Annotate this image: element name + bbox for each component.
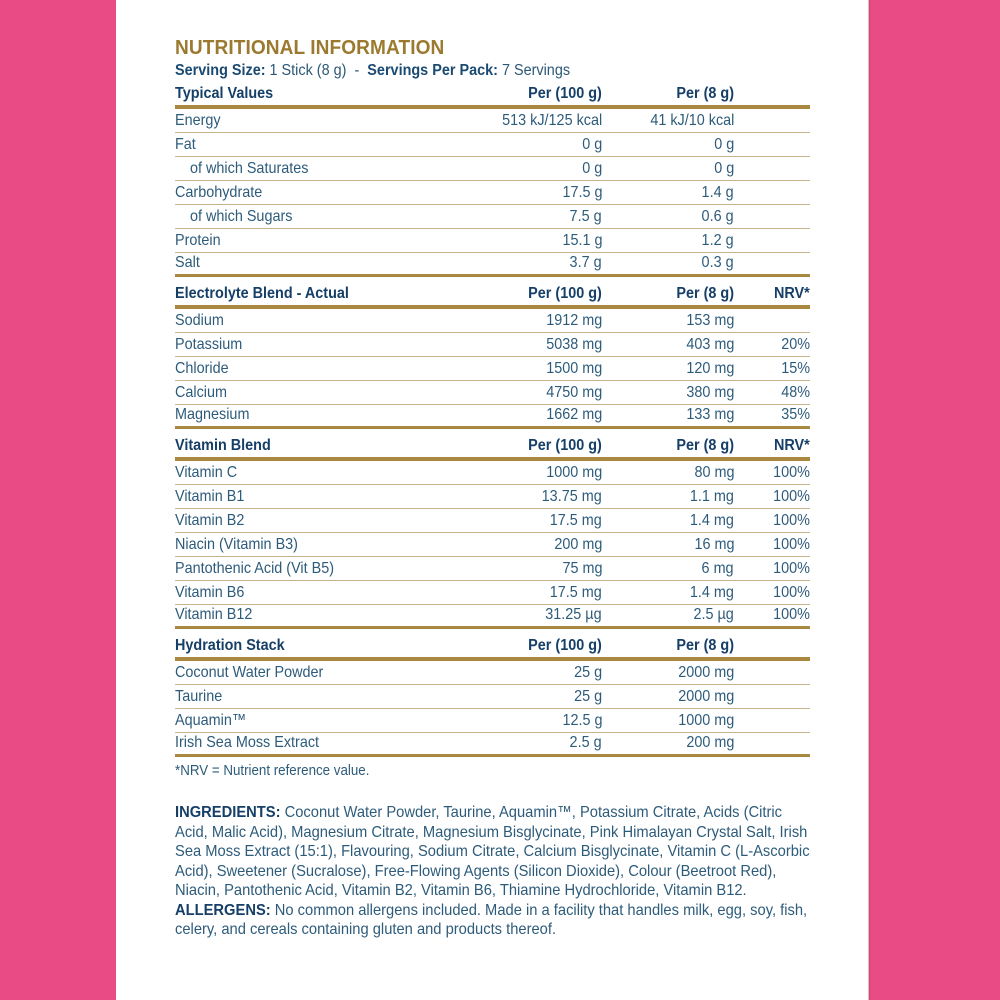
cell-nrv (734, 134, 810, 156)
cell-name-text: Magnesium (175, 406, 250, 423)
cell-per100-text: 7.5 g (569, 208, 602, 225)
cell-per100 (452, 732, 602, 754)
cell-per8 (602, 252, 734, 274)
table-header (175, 635, 810, 661)
cell-nrv (734, 310, 810, 332)
table-hydration (175, 635, 810, 757)
cell-name-text: Electrolyte Blend - Actual (175, 285, 349, 302)
cell-name-text: Irish Sea Moss Extract (175, 734, 320, 751)
table-electrolyte (175, 283, 810, 429)
cell-nrv-text: 100% (773, 606, 810, 623)
cell-per100-text: 3.7 g (569, 254, 602, 271)
cell-per100-text: 12.5 g (561, 712, 602, 729)
cell-per100-text: 0 g (581, 160, 602, 177)
cell-per8-text: 2.5 µg (693, 606, 734, 623)
cell-per100 (452, 358, 602, 380)
cell-name-text: Niacin (Vitamin B3) (175, 536, 298, 553)
cell-nrv-text: 20% (781, 336, 810, 353)
cell-per100-text: 200 mg (553, 536, 602, 553)
table-header (175, 83, 810, 109)
cell-name-text: of which Sugars (190, 208, 293, 225)
cell-per8-text: 0.6 g (701, 208, 734, 225)
cell-nrv-text: 100% (773, 464, 810, 481)
cell-per100-text: Per (100 g) (528, 285, 602, 302)
cell-per8-text: 1000 mg (677, 712, 734, 729)
cell-per8 (602, 710, 734, 732)
cell-name-text: Chloride (175, 360, 229, 377)
cell-name (175, 534, 452, 556)
cell-per100-text: 17.5 g (561, 184, 602, 201)
cell-name (175, 558, 452, 580)
cell-nrv-text: 48% (781, 384, 810, 401)
cell-per8 (602, 382, 734, 404)
cell-per100 (452, 110, 602, 132)
cell-nrv-text: 100% (773, 488, 810, 505)
cell-name (175, 382, 452, 404)
cell-per100 (452, 382, 602, 404)
cell-per8 (602, 582, 734, 604)
cell-per100 (452, 310, 602, 332)
table-row (175, 533, 810, 557)
serving-size-value: 1 Stick (8 g) (269, 62, 347, 79)
serving-separator: - (354, 62, 360, 79)
cell-per100 (452, 635, 602, 657)
cell-per100 (452, 604, 602, 626)
cell-name (175, 510, 452, 532)
cell-name-text: Sodium (175, 312, 224, 329)
table-row (175, 661, 810, 685)
table-row (175, 181, 810, 205)
cell-per100-text: 25 g (573, 664, 602, 681)
cell-nrv-text: 100% (773, 584, 810, 601)
cell-per100 (452, 558, 602, 580)
cell-per8 (602, 510, 734, 532)
cell-per8-text: 153 mg (685, 312, 734, 329)
cell-per100 (452, 582, 602, 604)
ingredients-text: Coconut Water Powder, Taurine, Aquamin™, Potassium Citrate, Acids (Citric Acid, Malic Acid), Magnesium Citrate, Magnesium Bisglycinate, Pink Himalayan Crystal Salt, Irish Sea Moss Extract (15:1), Flavouring, Sodium Citrate, Calcium Bisglycinate, Vitamin C (L-Ascorbic Acid), Sweetener (Sucralose), Free-Flowing Agents (Silicon Dioxide), Colour (Beetroot Red), Niacin, Pantothenic Acid, Vitamin B2, Vitamin B6, Thiamine Hydrochloride, Vitamin B12. (175, 804, 810, 899)
cell-nrv (734, 358, 810, 380)
nrv-footnote: *NRV = Nutrient reference value. (175, 763, 370, 779)
table-header (175, 435, 810, 461)
cell-name-text: Carbohydrate (175, 184, 263, 201)
cell-per100 (452, 534, 602, 556)
table-row (175, 485, 810, 509)
cell-nrv (734, 534, 810, 556)
cell-per8 (602, 604, 734, 626)
table-row (175, 685, 810, 709)
serving-size-label: Serving Size: (175, 62, 266, 79)
cell-per8-text: 200 mg (685, 734, 734, 751)
cell-per100 (452, 134, 602, 156)
table-row (175, 229, 810, 253)
cell-per8 (602, 404, 734, 426)
cell-name (175, 604, 452, 626)
cell-nrv (734, 462, 810, 484)
cell-per8-text: 1.4 g (701, 184, 734, 201)
cell-per8 (602, 230, 734, 252)
cell-per100 (452, 710, 602, 732)
cell-name (175, 110, 452, 132)
allergens-label: ALLERGENS: (175, 901, 271, 919)
cell-per100-text: 25 g (573, 688, 602, 705)
cell-name (175, 334, 452, 356)
cell-name-text: Vitamin B1 (175, 488, 245, 505)
cell-nrv (734, 404, 810, 426)
cell-name (175, 404, 452, 426)
cell-per8 (602, 635, 734, 657)
cell-per8-text: 1.1 mg (689, 488, 734, 505)
cell-name-text: Calcium (175, 384, 228, 401)
cell-name-text: Vitamin Blend (175, 437, 271, 454)
cell-per100 (452, 486, 602, 508)
cell-per100-text: 2.5 g (569, 734, 602, 751)
table-row (175, 709, 810, 733)
cell-nrv-text: NRV* (774, 285, 810, 302)
cell-per8-text: Per (8 g) (676, 437, 734, 454)
cell-nrv (734, 158, 810, 180)
servings-per-pack-label: Servings Per Pack: (367, 62, 498, 79)
cell-per100 (452, 182, 602, 204)
table-row (175, 309, 810, 333)
cell-name (175, 732, 452, 754)
cell-per100 (452, 404, 602, 426)
cell-per8-text: 0 g (713, 160, 734, 177)
cell-nrv-text: 35% (781, 406, 810, 423)
cell-name (175, 230, 452, 252)
cell-name (175, 582, 452, 604)
cell-name-text: Energy (175, 112, 221, 129)
table-row (175, 133, 810, 157)
cell-name (175, 710, 452, 732)
cell-per8 (602, 558, 734, 580)
cell-per8 (602, 283, 734, 305)
cell-per8-text: 41 kJ/10 kcal (649, 112, 734, 129)
cell-name (175, 486, 452, 508)
cell-per8 (602, 462, 734, 484)
cell-per100 (452, 206, 602, 228)
cell-name (175, 206, 452, 228)
table-typical (175, 83, 810, 277)
allergens-text: No common allergens included. Made in a facility that handles milk, egg, soy, fish, celery, and cereals containing gluten and products thereof. (175, 901, 808, 938)
cell-per100-text: 0 g (581, 136, 602, 153)
cell-per100 (452, 158, 602, 180)
cell-per100-text: 13.75 mg (541, 488, 602, 505)
ingredients-block (175, 803, 810, 940)
cell-nrv (734, 382, 810, 404)
cell-per100 (452, 435, 602, 457)
cell-nrv (734, 582, 810, 604)
cell-nrv (734, 710, 810, 732)
cell-per100 (452, 510, 602, 532)
cell-per8-text: 0 g (713, 136, 734, 153)
table-row (175, 557, 810, 581)
cell-per8 (602, 310, 734, 332)
cell-name-text: Aquamin™ (175, 712, 247, 729)
cell-name (175, 283, 452, 305)
cell-per100-text: Per (100 g) (528, 637, 602, 654)
cell-per100 (452, 230, 602, 252)
cell-per100-text: 5038 mg (545, 336, 602, 353)
cell-per100-text: 1662 mg (545, 406, 602, 423)
cell-nrv-text: 100% (773, 536, 810, 553)
cell-per8 (602, 358, 734, 380)
cell-name-text: Vitamin B12 (175, 606, 253, 623)
cell-per100-text: 17.5 mg (549, 584, 602, 601)
nutrition-tables (175, 83, 810, 757)
table-row (175, 109, 810, 133)
cell-per100-text: 75 mg (561, 560, 602, 577)
cell-per8 (602, 334, 734, 356)
cell-name-text: Typical Values (175, 85, 274, 102)
cell-per8 (602, 686, 734, 708)
cell-name-text: of which Saturates (190, 160, 309, 177)
cell-per8-text: 2000 mg (677, 664, 734, 681)
cell-per100-text: Per (100 g) (528, 85, 602, 102)
table-vitamin (175, 435, 810, 629)
cell-per8-text: 2000 mg (677, 688, 734, 705)
cell-name-text: Vitamin C (175, 464, 238, 481)
cell-per100 (452, 662, 602, 684)
cell-per8-text: 80 mg (693, 464, 734, 481)
cell-nrv (734, 662, 810, 684)
cell-per8-text: 380 mg (685, 384, 734, 401)
cell-name-text: Pantothenic Acid (Vit B5) (175, 560, 335, 577)
cell-per100 (452, 686, 602, 708)
cell-nrv (734, 604, 810, 626)
cell-per100 (452, 462, 602, 484)
cell-nrv-text: 15% (781, 360, 810, 377)
cell-name-text: Taurine (175, 688, 223, 705)
cell-per100-text: 17.5 mg (549, 512, 602, 529)
table-row (175, 157, 810, 181)
cell-nrv (734, 334, 810, 356)
cell-per100 (452, 252, 602, 274)
cell-name (175, 358, 452, 380)
cell-name-text: Vitamin B2 (175, 512, 245, 529)
cell-nrv-text: 100% (773, 512, 810, 529)
cell-per8 (602, 182, 734, 204)
cell-nrv (734, 635, 810, 657)
table-row (175, 405, 810, 429)
cell-nrv (734, 252, 810, 274)
table-row (175, 357, 810, 381)
cell-per100 (452, 283, 602, 305)
cell-name (175, 134, 452, 156)
servings-per-pack-value: 7 Servings (501, 62, 571, 79)
cell-nrv-text: 100% (773, 560, 810, 577)
nutrition-label (175, 36, 810, 940)
cell-per8 (602, 83, 734, 105)
cell-nrv (734, 558, 810, 580)
cell-per100-text: 31.25 µg (545, 606, 602, 623)
cell-per8-text: Per (8 g) (676, 285, 734, 302)
cell-name-text: Fat (175, 136, 196, 153)
cell-per100 (452, 334, 602, 356)
cell-name (175, 662, 452, 684)
cell-per100 (452, 83, 602, 105)
cell-name (175, 252, 452, 274)
cell-name (175, 182, 452, 204)
cell-name (175, 435, 452, 457)
cell-nrv (734, 182, 810, 204)
cell-name (175, 686, 452, 708)
cell-per8-text: 133 mg (685, 406, 734, 423)
cell-nrv (734, 686, 810, 708)
cell-per8 (602, 158, 734, 180)
cell-nrv (734, 486, 810, 508)
cell-nrv (734, 435, 810, 457)
table-row (175, 461, 810, 485)
cell-nrv (734, 283, 810, 305)
table-row (175, 509, 810, 533)
cell-per8-text: 16 mg (693, 536, 734, 553)
cell-per8 (602, 110, 734, 132)
cell-per8 (602, 486, 734, 508)
cell-per100-text: 1500 mg (545, 360, 602, 377)
table-row (175, 333, 810, 357)
cell-per100-text: 1912 mg (545, 312, 602, 329)
cell-per8-text: 120 mg (685, 360, 734, 377)
cell-nrv (734, 110, 810, 132)
cell-name-text: Coconut Water Powder (175, 664, 324, 681)
table-row (175, 253, 810, 277)
cell-nrv (734, 230, 810, 252)
cell-per100-text: Per (100 g) (528, 437, 602, 454)
cell-per100-text: 15.1 g (561, 232, 602, 249)
cell-per8-text: 1.2 g (701, 232, 734, 249)
cell-per8 (602, 435, 734, 457)
table-row (175, 381, 810, 405)
cell-per8 (602, 534, 734, 556)
panel-edge-shadow (868, 0, 871, 1000)
table-row (175, 581, 810, 605)
cell-name-text: Salt (175, 254, 200, 271)
cell-per100-text: 1000 mg (545, 464, 602, 481)
cell-name-text: Hydration Stack (175, 637, 285, 654)
cell-per8 (602, 206, 734, 228)
cell-per8-text: 403 mg (685, 336, 734, 353)
ingredients-label: INGREDIENTS: (175, 804, 281, 821)
cell-name (175, 158, 452, 180)
table-row (175, 733, 810, 757)
serving-info (175, 61, 766, 81)
cell-per8-text: 1.4 mg (689, 512, 734, 529)
table-header (175, 283, 810, 309)
cell-per8-text: 6 mg (701, 560, 734, 577)
cell-name-text: Protein (175, 232, 221, 249)
cell-per8 (602, 134, 734, 156)
table-row (175, 605, 810, 629)
cell-per8-text: 1.4 mg (689, 584, 734, 601)
table-row (175, 205, 810, 229)
cell-nrv (734, 732, 810, 754)
cell-nrv (734, 510, 810, 532)
cell-per8-text: Per (8 g) (676, 637, 734, 654)
cell-name (175, 310, 452, 332)
cell-per8-text: Per (8 g) (676, 85, 734, 102)
cell-per8-text: 0.3 g (701, 254, 734, 271)
cell-name-text: Vitamin B6 (175, 584, 245, 601)
cell-name (175, 462, 452, 484)
cell-nrv-text: NRV* (774, 437, 810, 454)
cell-nrv (734, 206, 810, 228)
cell-nrv (734, 83, 810, 105)
page-title: NUTRITIONAL INFORMATION (175, 36, 445, 59)
cell-name (175, 83, 452, 105)
cell-name-text: Potassium (175, 336, 243, 353)
cell-per100-text: 513 kJ/125 kcal (501, 112, 602, 129)
cell-name (175, 635, 452, 657)
cell-per8 (602, 732, 734, 754)
cell-per8 (602, 662, 734, 684)
cell-per100-text: 4750 mg (545, 384, 602, 401)
